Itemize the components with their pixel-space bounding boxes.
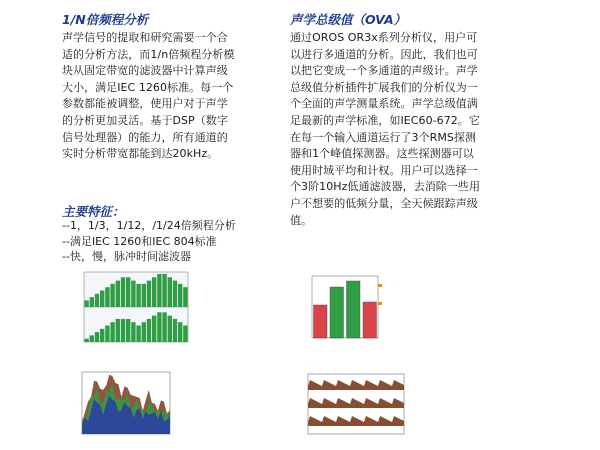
ova-level-bar [347, 281, 361, 338]
octave-bar [136, 326, 140, 343]
octave-bar [121, 319, 125, 342]
octave-line: 大小，满足IEC 1260标准。每一个 [62, 80, 234, 94]
ova-level-bar [330, 287, 344, 338]
ova-level-bar [363, 302, 377, 338]
ova-line: 总级值分析插件扩展我们的分析仪为一 [290, 80, 478, 94]
octave-bar [126, 277, 130, 307]
octave-line: 参数都能被调整，使用户对于声学 [62, 97, 228, 111]
octave-bar [84, 339, 88, 342]
octave-bar [84, 300, 88, 307]
octave-bar [121, 277, 125, 307]
ova-line: 足最新的声学标准，如IEC60-672。它 [290, 113, 480, 127]
octave-bar [152, 277, 156, 307]
peak-marker [378, 284, 382, 287]
octave-bar [183, 287, 187, 307]
octave-line: 的分析更加灵活。基于DSP（数字 [62, 113, 228, 127]
octave-bar [142, 322, 146, 342]
octave-spectrum-chart [72, 270, 190, 350]
time-history-chart [298, 370, 406, 440]
octave-line: 块从固定带宽的滤波器中计算声级 [62, 64, 228, 78]
ova-level-chart [298, 272, 384, 348]
octave-bar [95, 332, 99, 342]
ova-line: 以把它变成一个多通道的声级计。声学 [290, 64, 478, 78]
octave-bar [183, 326, 187, 343]
octave-bar [162, 312, 166, 342]
octave-bar [162, 274, 166, 307]
octave-bar [168, 277, 172, 307]
features-list [62, 218, 277, 265]
octave-line: 实时分析带宽都能到达20kHz。 [62, 147, 219, 161]
ova-line: 在每一个输入通道运行了3个RMS探测 [290, 130, 477, 144]
octave-bar [173, 319, 177, 342]
octave-bar [126, 319, 130, 342]
feature-item: --1，1/3，1/12，/1/24倍频程分析 [62, 219, 236, 232]
ova-line: 户不想要的低频分量，全天候跟踪声级 [290, 196, 478, 210]
octave-analysis-title: 1/N倍频程分析 [62, 12, 149, 27]
octave-bar [131, 281, 135, 307]
ova-line: 个全面的声学测量系统。声学总级值满 [290, 97, 478, 111]
feature-item: --满足IEC 1260和IEC 804标准 [62, 234, 217, 248]
octave-bar [147, 281, 151, 307]
ova-section [290, 12, 512, 229]
octave-bar [105, 326, 109, 343]
feature-item: --快，慢，脉冲时间滤波器 [62, 250, 191, 263]
octave-bar [100, 329, 104, 342]
octave-bar [173, 281, 177, 307]
octave-line: 信号处理器）的能力，所有通道的 [62, 130, 228, 144]
octave-bar [168, 316, 172, 342]
octave-analysis-section [62, 12, 272, 163]
ova-line: 通过OROS OR3x系列分析仪，用户可 [290, 31, 478, 44]
octave-bar [90, 297, 94, 307]
ova-level-bar [314, 305, 328, 338]
ova-paragraph [290, 30, 512, 229]
octave-bar [152, 316, 156, 342]
octave-line: 声学信号的提取和研究需要一个合 [62, 31, 228, 44]
octave-bar [142, 284, 146, 307]
ova-line: 个3阶10Hz低通滤波器，去消除一些用 [290, 180, 480, 194]
octave-bar [178, 284, 182, 307]
octave-line: 适的分析方法，而1/n倍频程分析模 [62, 47, 235, 61]
ova-line: 值。 [290, 213, 313, 227]
octave-bar [105, 287, 109, 307]
ova-line: 使用时域平均和计权。用户可以选择一 [290, 163, 478, 177]
octave-bar [136, 284, 140, 307]
octave-bar [116, 319, 120, 342]
octave-bar [100, 291, 104, 308]
peak-marker [378, 302, 382, 305]
ova-title: 声学总级值（OVA） [290, 12, 407, 27]
spectrum-waterfall-chart [72, 370, 172, 440]
octave-bar [95, 294, 99, 307]
octave-bar [157, 274, 161, 307]
octave-bar [178, 322, 182, 342]
octave-bar [110, 322, 114, 342]
octave-bar [147, 319, 151, 342]
ova-line: 器和1个峰值探测器。这些探测器可以 [290, 147, 474, 161]
octave-bar [157, 312, 161, 342]
features-title: 主要特征： [62, 204, 125, 219]
ova-line: 以进行多通道的分析。因此，我们也可 [290, 47, 478, 61]
octave-bar [110, 284, 114, 307]
octave-analysis-paragraph [62, 30, 272, 163]
octave-bar [116, 281, 120, 307]
octave-bar [131, 322, 135, 342]
octave-bar [90, 335, 94, 342]
